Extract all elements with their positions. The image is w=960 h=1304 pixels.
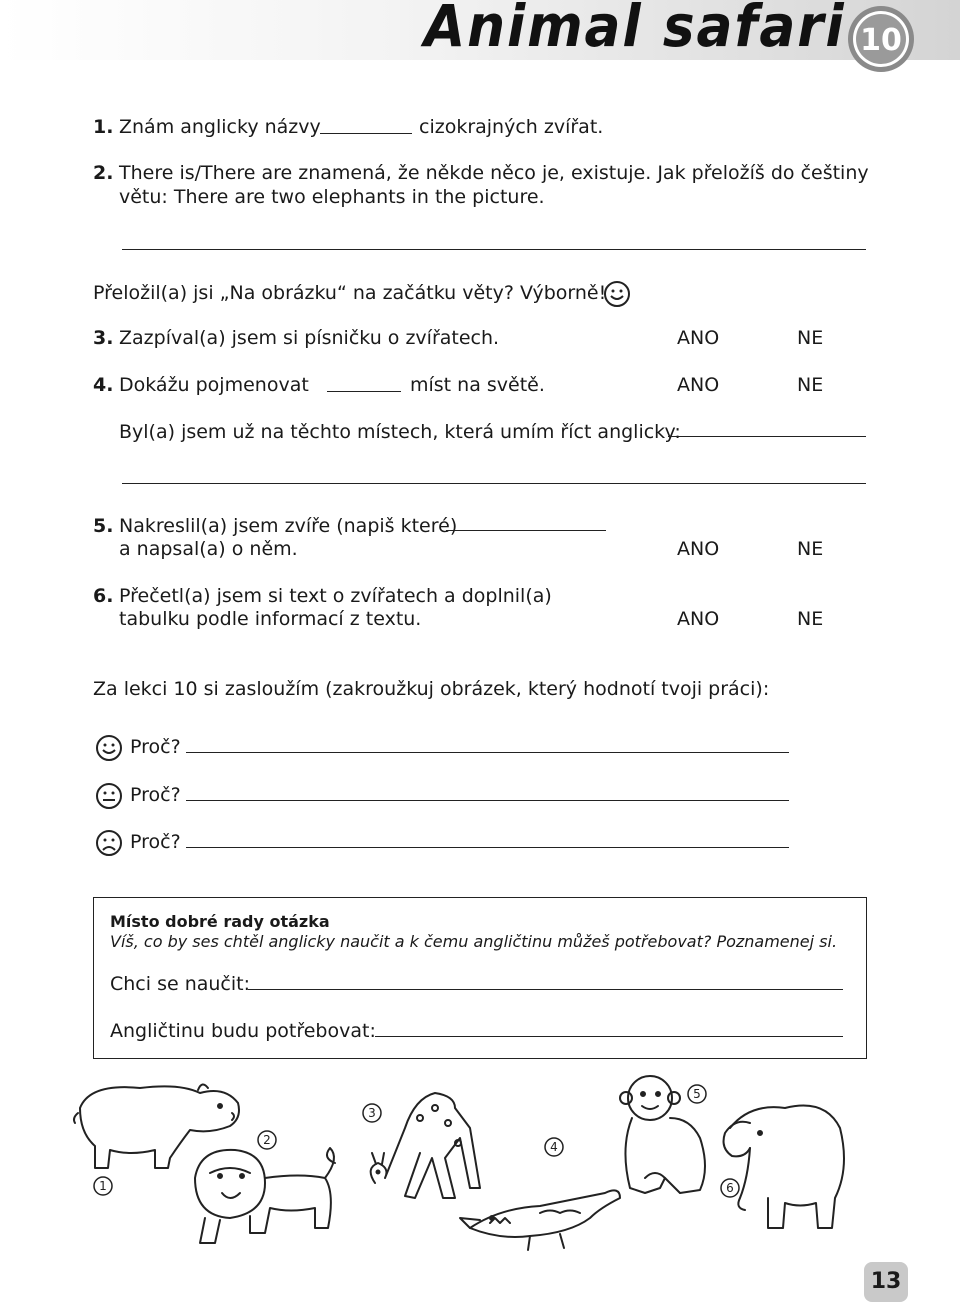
animal-number-5: 5 (693, 1087, 701, 1101)
item-1-number: 1. (93, 116, 114, 138)
item-4-places-line-2[interactable] (122, 483, 866, 484)
eval-why-label-3: Proč? (130, 831, 181, 853)
eval-why-label-1: Proč? (130, 736, 181, 758)
item-5-yes[interactable]: ANO (677, 538, 720, 560)
lion-drawing (195, 1148, 335, 1243)
eval-why-line-2[interactable] (186, 800, 789, 801)
item-1-blank[interactable] (320, 133, 412, 134)
eval-why-line-3[interactable] (186, 847, 789, 848)
animal-number-4: 4 (550, 1140, 558, 1154)
animals-illustration (60, 1068, 850, 1258)
item-2-followup: Přeložil(a) jsi „Na obrázku“ na začátku věty? Výborně! (93, 282, 607, 304)
item-5-number: 5. (93, 515, 114, 537)
item-3-no[interactable]: NE (797, 327, 824, 349)
sad-face-icon[interactable] (95, 829, 123, 857)
item-2-line1: There is/There are znamená, že někde něco je, existuje. Jak přeložíš do češtiny (119, 162, 869, 184)
item-3-yes[interactable]: ANO (677, 327, 720, 349)
lesson-badge (846, 4, 916, 74)
happy-face-icon (603, 280, 631, 308)
item-4-blank[interactable] (327, 391, 401, 392)
evaluation-prompt: Za lekci 10 si zasloužím (zakroužkuj obrázek, který hodnotí tvoji práci): (93, 678, 770, 700)
item-2-number: 2. (93, 162, 114, 184)
item-4-followup: Byl(a) jsem už na těchto místech, která umím říct anglicky: (119, 421, 681, 443)
advice-subtitle: Víš, co by ses chtěl anglicky naučit a k čemu angličtinu můžeš potřebovat? Poznamenej si. (110, 932, 838, 951)
item-6-yes[interactable]: ANO (677, 608, 720, 630)
advice-field-2-label: Angličtinu budu potřebovat: (110, 1020, 376, 1042)
hippo-drawing (74, 1084, 239, 1168)
neutral-face-icon[interactable] (95, 782, 123, 810)
animal-number-2: 2 (263, 1133, 271, 1147)
lesson-number: 10 (860, 23, 902, 58)
eval-why-label-2: Proč? (130, 784, 181, 806)
item-5-line2: a napsal(a) o něm. (119, 538, 298, 560)
advice-heading: Místo dobré rady otázka (110, 912, 330, 931)
item-5-no[interactable]: NE (797, 538, 824, 560)
item-4-text-b: míst na světě. (410, 374, 545, 396)
item-3-text: Zazpíval(a) jsem si písničku o zvířatech. (119, 327, 500, 349)
item-2-line2: větu: There are two elephants in the picture. (119, 186, 545, 208)
animal-number-1: 1 (99, 1179, 107, 1193)
elephant-drawing (724, 1106, 844, 1229)
item-4-text-a: Dokážu pojmenovat (119, 374, 309, 396)
advice-field-1-label: Chci se naučit: (110, 973, 251, 995)
animal-number-6: 6 (726, 1181, 734, 1195)
item-2-answer-line[interactable] (122, 249, 866, 250)
advice-field-2-line[interactable] (375, 1036, 843, 1037)
item-5-animal-blank[interactable] (446, 530, 606, 531)
advice-field-1-line[interactable] (248, 989, 843, 990)
item-6-line2: tabulku podle informací z textu. (119, 608, 422, 630)
animal-number-labels (94, 1085, 739, 1197)
crocodile-drawing (460, 1190, 620, 1250)
item-4-yes[interactable]: ANO (677, 374, 720, 396)
eval-why-line-1[interactable] (186, 752, 789, 753)
giraffe-drawing (371, 1093, 480, 1198)
item-1-text-b: cizokrajných zvířat. (419, 116, 604, 138)
item-3-number: 3. (93, 327, 114, 349)
animal-number-3: 3 (368, 1106, 376, 1120)
item-4-places-line-1[interactable] (668, 436, 866, 437)
item-6-line1: Přečetl(a) jsem si text o zvířatech a doplnil(a) (119, 585, 552, 607)
happy-face-icon[interactable] (95, 734, 123, 762)
item-5-line1: Nakreslil(a) jsem zvíře (napiš které) (119, 515, 458, 537)
item-4-no[interactable]: NE (797, 374, 824, 396)
item-6-number: 6. (93, 585, 114, 607)
item-4-number: 4. (93, 374, 114, 396)
item-6-no[interactable]: NE (797, 608, 824, 630)
item-1-text-a: Znám anglicky názvy (119, 116, 321, 138)
page-number: 13 (864, 1262, 908, 1302)
page-title: Animal safari (424, 0, 846, 60)
